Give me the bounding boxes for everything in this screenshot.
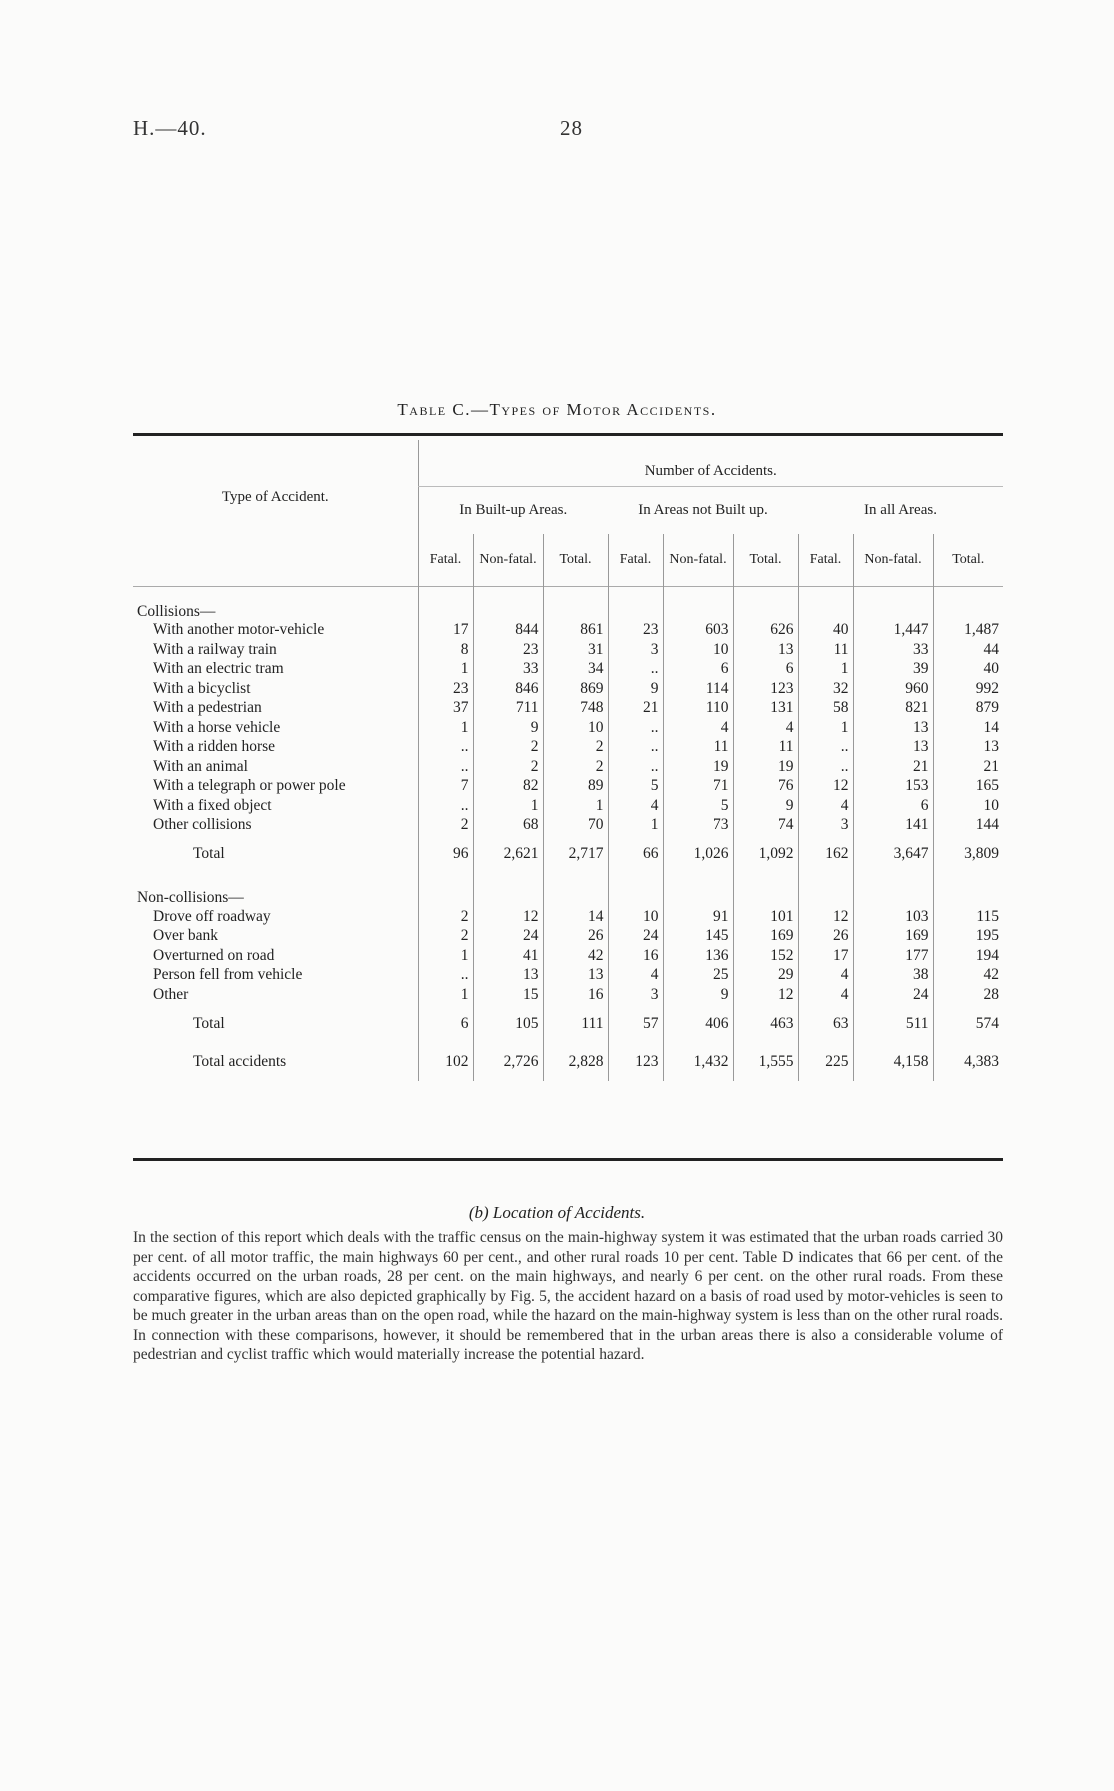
table-cell: 2,726	[473, 1043, 543, 1081]
table-cell: 869	[543, 679, 608, 699]
col-header: Total.	[543, 534, 608, 586]
table-cell: 11	[733, 738, 798, 758]
table-cell: 1	[473, 796, 543, 816]
table-cell: 29	[733, 966, 798, 986]
table-cell: 13	[853, 738, 933, 758]
table-cell: 70	[543, 816, 608, 836]
table-cell: 15	[473, 985, 543, 1005]
table-cell: 101	[733, 907, 798, 927]
table-cell: 105	[473, 1005, 543, 1043]
table-cell: 960	[853, 679, 933, 699]
table-cell: 225	[798, 1043, 853, 1081]
table-row	[133, 738, 1003, 758]
row-label: With a pedestrian	[153, 699, 262, 717]
row-label: With a horse vehicle	[153, 718, 281, 736]
table-cell: 195	[933, 927, 1003, 947]
table-cell: 73	[663, 816, 733, 836]
table-cell: 91	[663, 907, 733, 927]
table-cell: 38	[853, 966, 933, 986]
table-cell: 6	[418, 1005, 473, 1043]
table-cell: 9	[663, 985, 733, 1005]
table-cell: 57	[608, 1005, 663, 1043]
table-cell: 4	[798, 985, 853, 1005]
table-cell: 141	[853, 816, 933, 836]
table-cell: 4	[663, 718, 733, 738]
table-cell: 2	[418, 816, 473, 836]
table-cell: 2	[543, 757, 608, 777]
table-cell: 2	[473, 738, 543, 758]
table-cell: 5	[663, 796, 733, 816]
table-cell: 711	[473, 699, 543, 719]
table-cell: 1	[543, 796, 608, 816]
table-cell: 574	[933, 1005, 1003, 1043]
table-cell: 32	[798, 679, 853, 699]
table-cell: 21	[608, 699, 663, 719]
grand-total-row	[133, 1043, 1003, 1081]
row-label: Other	[153, 985, 189, 1003]
table-cell: 131	[733, 699, 798, 719]
table-cell: 14	[543, 907, 608, 927]
table-cell: 31	[543, 640, 608, 660]
table-cell: 111	[543, 1005, 608, 1043]
table-top-rule	[133, 433, 1003, 436]
table-cell: 19	[733, 757, 798, 777]
noncollisions-heading: Non-collisions—	[137, 889, 244, 906]
table-row	[133, 907, 1003, 927]
table-row	[133, 777, 1003, 797]
noncollisions-heading-row	[133, 873, 1003, 907]
table-cell: 6	[733, 660, 798, 680]
section-title: (b) Location of Accidents.	[468, 1203, 646, 1222]
type-of-accident-header: Type of Accident.	[221, 488, 329, 505]
col-header: Non-fatal.	[853, 534, 933, 586]
row-label: Total	[193, 1014, 225, 1032]
col-header: Fatal.	[798, 534, 853, 586]
row-label: With a fixed object	[153, 796, 272, 814]
table-row	[133, 796, 1003, 816]
table-cell: 33	[473, 660, 543, 680]
table-row	[133, 679, 1003, 699]
row-label: With a railway train	[153, 640, 277, 658]
table-cell: 1	[418, 660, 473, 680]
col-header: Fatal.	[418, 534, 473, 586]
table-cell: 3,647	[853, 835, 933, 873]
table-cell: 71	[663, 777, 733, 797]
collisions-heading-row	[133, 586, 1003, 621]
table-cell: ..	[418, 796, 473, 816]
col-header: Non-fatal.	[473, 534, 543, 586]
table-cell: ..	[798, 738, 853, 758]
row-label: With another motor-vehicle	[153, 621, 325, 639]
table-cell: 8	[418, 640, 473, 660]
table-cell: 24	[853, 985, 933, 1005]
number-of-accidents-header: Number of Accidents.	[418, 440, 1003, 486]
table-row	[133, 927, 1003, 947]
table-cell: 1,026	[663, 835, 733, 873]
row-label: With a bicyclist	[153, 679, 251, 697]
table-row	[133, 757, 1003, 777]
table-row	[133, 816, 1003, 836]
table-cell: 114	[663, 679, 733, 699]
table-cell: 177	[853, 946, 933, 966]
table-cell: 13	[733, 640, 798, 660]
table-cell: 844	[473, 621, 543, 641]
row-label: Over bank	[153, 927, 218, 945]
table-cell: 1	[798, 718, 853, 738]
table-cell: ..	[798, 757, 853, 777]
row-label: Overturned on road	[153, 946, 275, 964]
collisions-heading: Collisions—	[137, 602, 216, 620]
table-cell: 2,717	[543, 835, 608, 873]
table-cell: 115	[933, 907, 1003, 927]
table-cell: 821	[853, 699, 933, 719]
table-cell: 194	[933, 946, 1003, 966]
table-cell: 66	[608, 835, 663, 873]
table-cell: 511	[853, 1005, 933, 1043]
table-cell: 10	[663, 640, 733, 660]
table-cell: ..	[608, 757, 663, 777]
table-cell: 76	[733, 777, 798, 797]
table-cell: 13	[473, 966, 543, 986]
table-cell: 846	[473, 679, 543, 699]
table-cell: 3,809	[933, 835, 1003, 873]
table-cell: 2	[473, 757, 543, 777]
row-label: Total	[193, 845, 225, 862]
table-cell: 1	[608, 816, 663, 836]
table-cell: 1	[798, 660, 853, 680]
table-cell: 2	[418, 907, 473, 927]
table-cell: 1,555	[733, 1043, 798, 1081]
table-cell: 12	[473, 907, 543, 927]
table-cell: 10	[608, 907, 663, 927]
table-cell: 3	[608, 985, 663, 1005]
table-cell: 9	[473, 718, 543, 738]
table-cell: 110	[663, 699, 733, 719]
table-cell: 23	[418, 679, 473, 699]
table-cell: 4,383	[933, 1043, 1003, 1081]
table-row	[133, 718, 1003, 738]
row-label: Other collisions	[153, 816, 252, 834]
table-cell: 28	[933, 985, 1003, 1005]
table-cell: ..	[418, 757, 473, 777]
table-cell: 4	[798, 796, 853, 816]
table-cell: 5	[608, 777, 663, 797]
table-cell: 82	[473, 777, 543, 797]
document-reference: H.—40.	[133, 116, 207, 140]
table-cell: 152	[733, 946, 798, 966]
table-cell: ..	[608, 738, 663, 758]
table-cell: 4	[608, 966, 663, 986]
table-cell: 145	[663, 927, 733, 947]
table-cell: 144	[933, 816, 1003, 836]
table-cell: 13	[933, 738, 1003, 758]
table-cell: 19	[663, 757, 733, 777]
table-cell: 861	[543, 621, 608, 641]
col-header: Total.	[933, 534, 1003, 586]
table-cell: 42	[933, 966, 1003, 986]
col-header: Total.	[733, 534, 798, 586]
table-cell: 2	[543, 738, 608, 758]
table-cell: 603	[663, 621, 733, 641]
table-cell: 169	[853, 927, 933, 947]
table-row	[133, 660, 1003, 680]
table-cell: 9	[608, 679, 663, 699]
noncollisions-total-row	[133, 1005, 1003, 1043]
table-row	[133, 966, 1003, 986]
table-cell: 103	[853, 907, 933, 927]
table-cell: 1	[418, 718, 473, 738]
table-cell: 153	[853, 777, 933, 797]
table-cell: 37	[418, 699, 473, 719]
table-cell: 23	[473, 640, 543, 660]
table-cell: 102	[418, 1043, 473, 1081]
table-cell: 4,158	[853, 1043, 933, 1081]
table-cell: 68	[473, 816, 543, 836]
table-cell: 4	[733, 718, 798, 738]
table-cell: 1,092	[733, 835, 798, 873]
table-cell: 17	[798, 946, 853, 966]
table-row	[133, 946, 1003, 966]
table-row	[133, 640, 1003, 660]
table-cell: 34	[543, 660, 608, 680]
not-built-up-areas-header: In Areas not Built up.	[638, 501, 768, 518]
table-cell: 2,621	[473, 835, 543, 873]
table-cell: 1,432	[663, 1043, 733, 1081]
table-bottom-rule	[133, 1158, 1003, 1161]
row-label: With an animal	[153, 757, 248, 775]
table-cell: ..	[418, 966, 473, 986]
table-cell: 39	[853, 660, 933, 680]
table-cell: 13	[853, 718, 933, 738]
table-cell: 4	[608, 796, 663, 816]
col-header: Fatal.	[608, 534, 663, 586]
table-cell: 3	[608, 640, 663, 660]
table-cell: 1	[418, 946, 473, 966]
table-cell: 463	[733, 1005, 798, 1043]
table-cell: 406	[663, 1005, 733, 1043]
table-cell: 6	[663, 660, 733, 680]
table-cell: 1	[418, 985, 473, 1005]
table-cell: 21	[933, 757, 1003, 777]
table-cell: 10	[543, 718, 608, 738]
table-cell: 1,487	[933, 621, 1003, 641]
table-cell: 23	[608, 621, 663, 641]
table-cell: 169	[733, 927, 798, 947]
table-cell: 33	[853, 640, 933, 660]
table-cell: ..	[418, 738, 473, 758]
row-label: With a telegraph or power pole	[153, 777, 346, 795]
table-cell: 13	[543, 966, 608, 986]
table-cell: 21	[853, 757, 933, 777]
table-cell: 879	[933, 699, 1003, 719]
table-cell: 11	[798, 640, 853, 660]
table-cell: 4	[798, 966, 853, 986]
table-cell: 12	[798, 777, 853, 797]
table-row	[133, 699, 1003, 719]
table-cell: 12	[798, 907, 853, 927]
table-cell: 25	[663, 966, 733, 986]
table-cell: 162	[798, 835, 853, 873]
table-cell: 748	[543, 699, 608, 719]
table-cell: 74	[733, 816, 798, 836]
table-cell: 12	[733, 985, 798, 1005]
row-label: Drove off roadway	[153, 907, 271, 925]
table-cell: 123	[608, 1043, 663, 1081]
table-cell: ..	[608, 718, 663, 738]
table-caption: Table C.—Types of Motor Accidents.	[397, 400, 717, 419]
table-cell: 165	[933, 777, 1003, 797]
table-row	[133, 621, 1003, 641]
table-cell: 9	[733, 796, 798, 816]
table-cell: 2,828	[543, 1043, 608, 1081]
col-header: Non-fatal.	[663, 534, 733, 586]
table-cell: 40	[933, 660, 1003, 680]
table-cell: 10	[933, 796, 1003, 816]
row-label: With a ridden horse	[153, 738, 276, 756]
row-label: With an electric tram	[153, 660, 284, 678]
table-cell: 16	[608, 946, 663, 966]
built-up-areas-header: In Built-up Areas.	[418, 486, 608, 534]
table-cell: 44	[933, 640, 1003, 660]
row-label: Person fell from vehicle	[153, 966, 303, 984]
table-cell: 136	[663, 946, 733, 966]
body-paragraph: In the section of this report which deals with the traffic census on the main-highway system it was estimated that the urban roads carried 30 per cent. of all motor traffic, the main highways 60 per cent., and other rural roads 10 per cent. Table D indicates that 66 per cent. of the accidents occurred on the urban roads, 28 per cent. on the main highways, and nearly 6 per cent. on the other rural roads. From these comparative figures, which are also depicted graphically by Fig. 5, the accident hazard on a basis of road used by motor-vehicles is seen to be much greater in the urban areas than on the open road, while the hazard on the main-highway system is less than on the other rural roads. In connection with these comparisons, however, it should be remembered that in the urban areas there is also a considerable volume of pedestrian and cyclist traffic which would materially increase the potential hazard.	[133, 1229, 1003, 1363]
table-cell: 26	[798, 927, 853, 947]
table-cell: 40	[798, 621, 853, 641]
table-cell: 11	[663, 738, 733, 758]
table-cell: 58	[798, 699, 853, 719]
accidents-table	[133, 440, 1003, 1081]
table-cell: 14	[933, 718, 1003, 738]
table-cell: 992	[933, 679, 1003, 699]
table-cell: 26	[543, 927, 608, 947]
table-cell: 123	[733, 679, 798, 699]
table-cell: 3	[798, 816, 853, 836]
table-cell: 24	[608, 927, 663, 947]
table-cell: ..	[608, 660, 663, 680]
table-cell: 41	[473, 946, 543, 966]
collisions-total-row	[133, 835, 1003, 873]
table-cell: 626	[733, 621, 798, 641]
table-cell: 1,447	[853, 621, 933, 641]
table-cell: 2	[418, 927, 473, 947]
page-number: 28	[560, 116, 583, 140]
row-label: Total accidents	[193, 1052, 287, 1070]
table-cell: 96	[418, 835, 473, 873]
table-cell: 89	[543, 777, 608, 797]
all-areas-header: In all Areas.	[864, 501, 937, 518]
table-cell: 7	[418, 777, 473, 797]
table-row	[133, 985, 1003, 1005]
table-cell: 24	[473, 927, 543, 947]
table-cell: 63	[798, 1005, 853, 1043]
table-cell: 6	[853, 796, 933, 816]
table-cell: 17	[418, 621, 473, 641]
table-cell: 16	[543, 985, 608, 1005]
table-cell: 42	[543, 946, 608, 966]
